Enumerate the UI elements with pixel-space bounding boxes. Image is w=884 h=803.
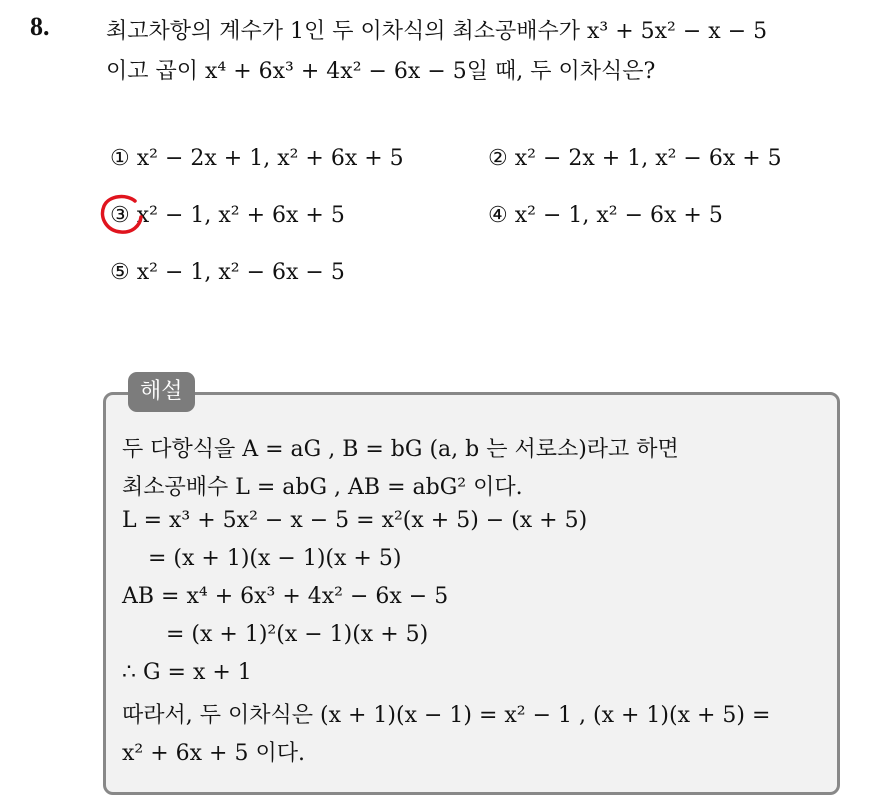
choice-5-mark: ⑤ (110, 260, 130, 285)
choice-5[interactable] (110, 260, 345, 285)
choice-5-text: x² − 1, x² − 6x − 5 (136, 260, 345, 285)
choice-3-text: x² − 1, x² + 6x + 5 (136, 203, 345, 228)
solution-line-3: L = x³ + 5x² − x − 5 = x²(x + 5) − (x + 5) (122, 508, 588, 533)
answer-circle-mark (99, 193, 145, 235)
question-text-line1: 최고차항의 계수가 1인 두 이차식의 최소공배수가 x³ + 5x² − x − 5 (106, 19, 768, 44)
choice-1-text: x² − 2x + 1, x² + 6x + 5 (136, 146, 404, 171)
solution-line-5: AB = x⁴ + 6x³ + 4x² − 6x − 5 (122, 584, 449, 609)
choice-1-mark: ① (110, 146, 130, 171)
solution-line-1: 두 다항식을 A = aG , B = bG (a, b 는 서로소)라고 하면 (122, 437, 679, 462)
question-number: 8. (30, 12, 50, 41)
choice-2[interactable] (488, 146, 782, 171)
choice-2-mark: ② (488, 146, 508, 171)
choice-3-mark: ③ (110, 203, 130, 228)
choice-3[interactable] (110, 203, 345, 228)
choice-4[interactable] (488, 203, 723, 228)
choice-4-text: x² − 1, x² − 6x + 5 (514, 203, 723, 228)
solution-line-4: = (x + 1)(x − 1)(x + 5) (148, 546, 402, 571)
choice-1[interactable] (110, 146, 404, 171)
solution-line-9: x² + 6x + 5 이다. (122, 741, 305, 766)
solution-tag: 해설 (128, 372, 195, 412)
solution-line-6: = (x + 1)²(x − 1)(x + 5) (166, 622, 429, 647)
solution-line-8: 따라서, 두 이차식은 (x + 1)(x − 1) = x² − 1 , (x + 1)(x + 5) = (122, 703, 771, 728)
choice-4-mark: ④ (488, 203, 508, 228)
solution-line-7: ∴ G = x + 1 (122, 660, 252, 685)
choice-2-text: x² − 2x + 1, x² − 6x + 5 (514, 146, 782, 171)
question-text-line2: 이고 곱이 x⁴ + 6x³ + 4x² − 6x − 5일 때, 두 이차식은? (106, 59, 656, 84)
solution-line-2: 최소공배수 L = abG , AB = abG² 이다. (122, 475, 523, 500)
